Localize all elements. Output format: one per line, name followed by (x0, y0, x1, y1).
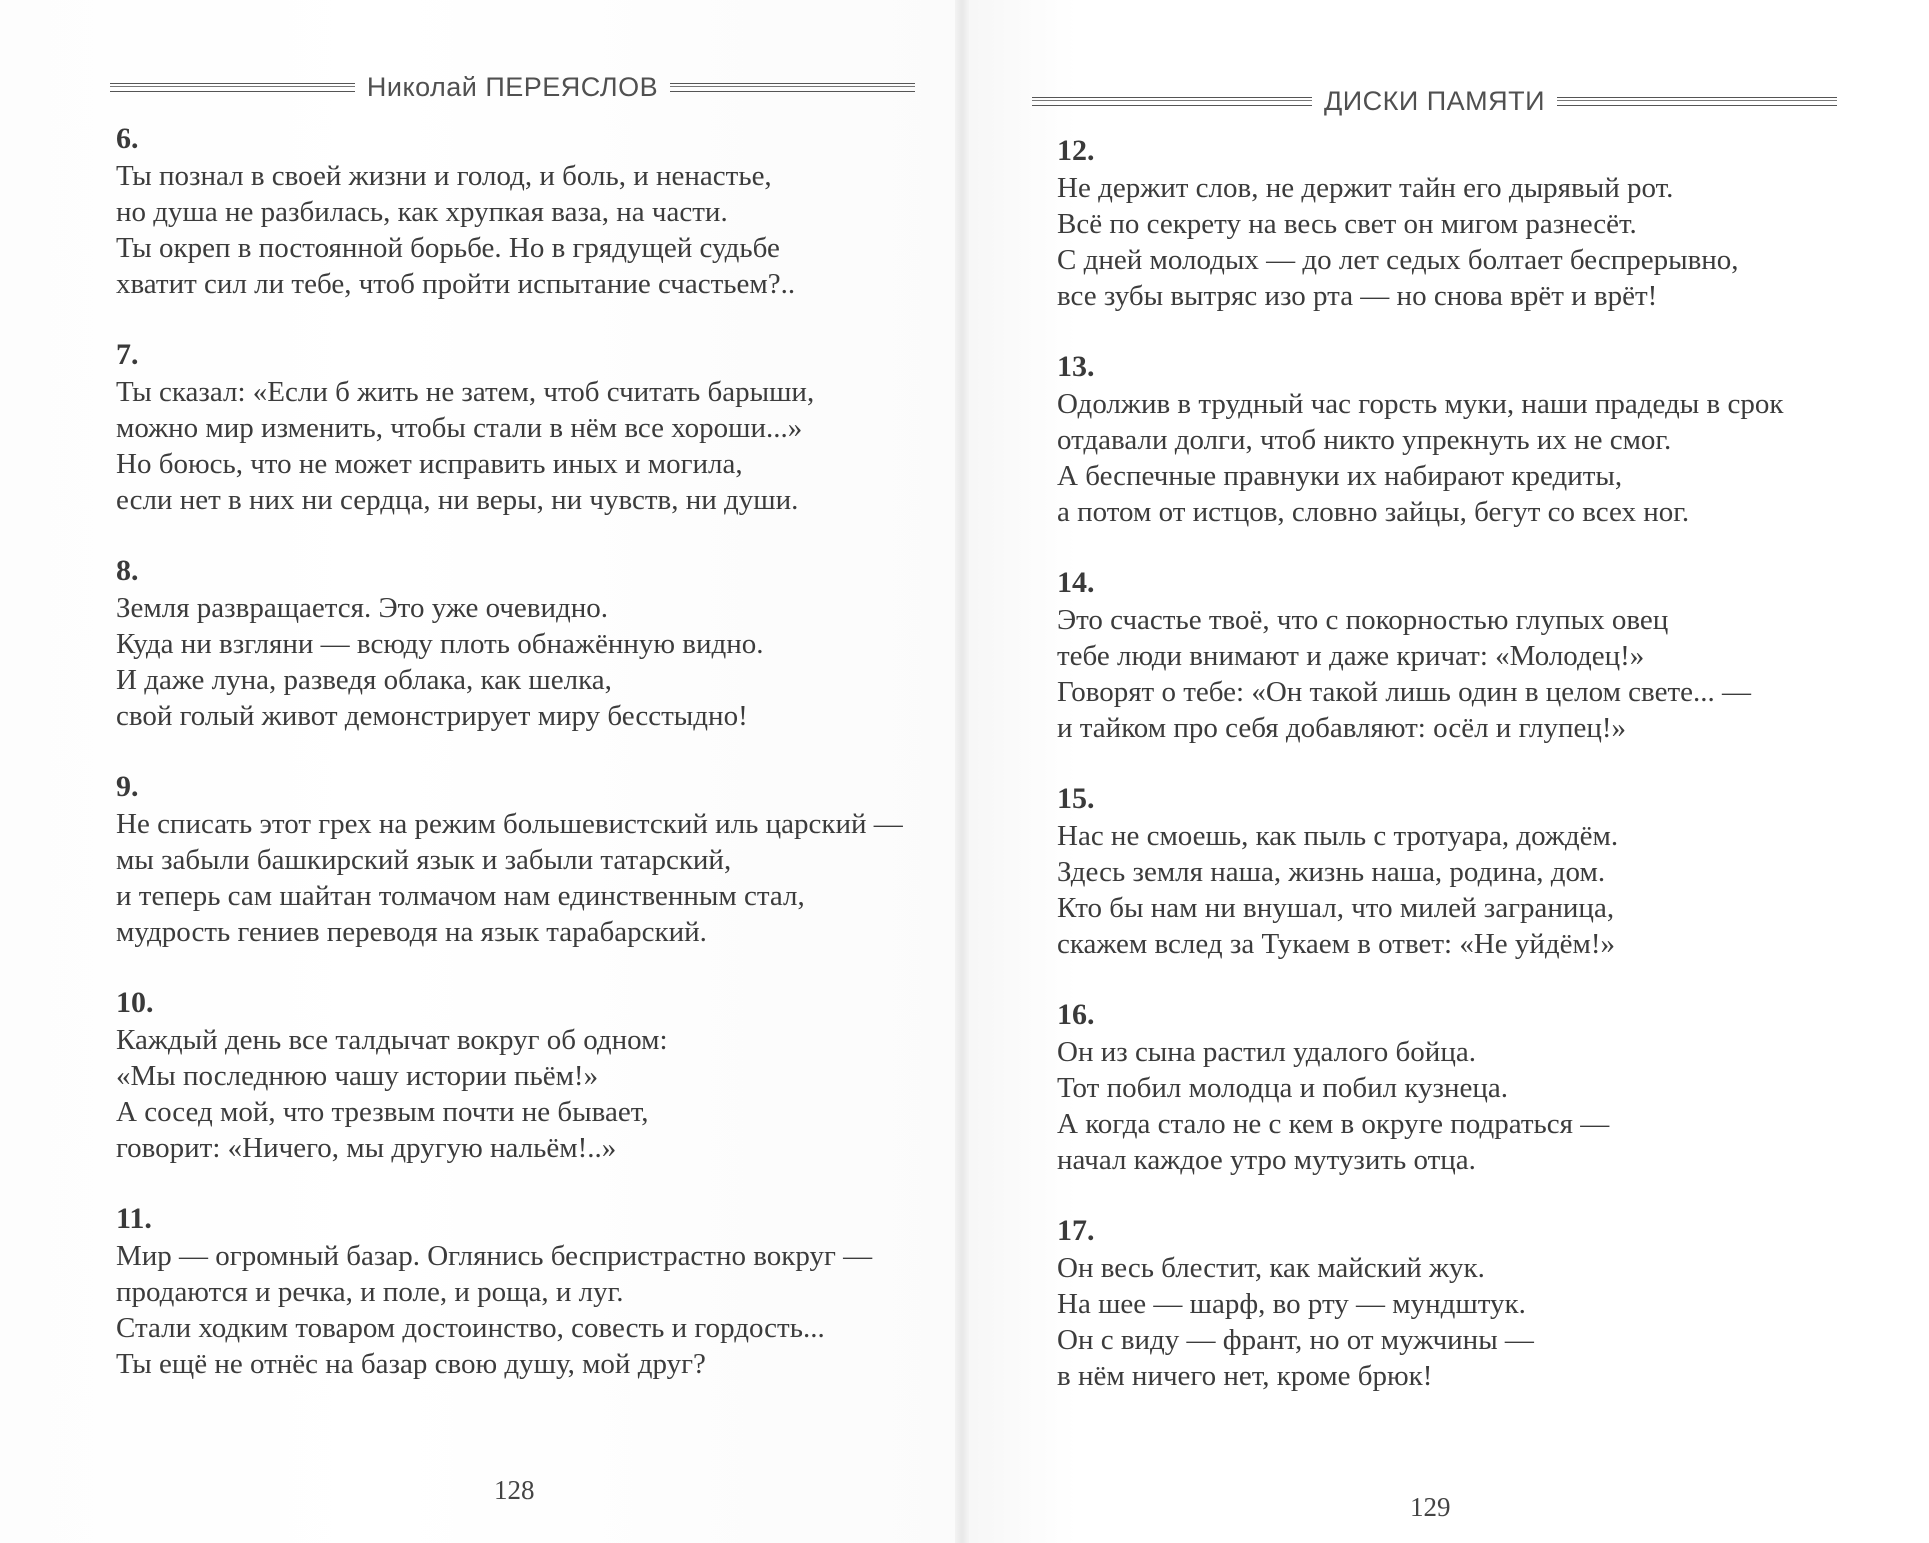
stanza-number: 8. (116, 554, 139, 587)
stanza-line: Ты познал в своей жизни и голод, и боль, и ненастье, (116, 160, 772, 192)
stanza-line: Здесь земля наша, жизнь наша, родина, дом. (1057, 856, 1606, 888)
stanza-line: Мир — огромный базар. Оглянись беспристрастно вокруг — (116, 1240, 873, 1272)
right-page (960, 0, 1929, 1543)
stanza-line: тебе люди внимают и даже кричат: «Молодец!» (1057, 640, 1645, 672)
stanza-line: отдавали долги, чтоб никто упрекнуть их не смог. (1057, 424, 1672, 456)
stanza-number: 7. (116, 338, 139, 371)
stanza-line: А сосед мой, что трезвым почти не бывает, (116, 1096, 649, 1128)
stanza-line: Говорят о тебе: «Он такой лишь один в целом свете... — (1057, 676, 1751, 708)
stanza-16 (1057, 996, 1907, 1178)
stanza-line: Тот побил молодца и побил кузнеца. (1057, 1072, 1509, 1104)
stanza-line: свой голый живот демонстрирует миру бесстыдно! (116, 700, 748, 732)
running-head-right (1032, 86, 1837, 117)
stanza-line: А когда стало не с кем в округе подраться — (1057, 1108, 1610, 1140)
stanza-line: И даже луна, разведя облака, как шелка, (116, 664, 612, 696)
stanza-line: Он весь блестит, как майский жук. (1057, 1252, 1485, 1284)
stanza-number: 9. (116, 770, 139, 803)
stanza-line: хватит сил ли тебе, чтоб пройти испытание счастьем?.. (116, 268, 796, 300)
stanza-number: 16. (1057, 998, 1095, 1031)
stanza-number: 15. (1057, 782, 1095, 815)
stanza-line: Одолжив в трудный час горсть муки, наши прадеды в срок (1057, 388, 1784, 420)
stanza-line: С дней молодых — до лет седых болтает беспрерывно, (1057, 244, 1739, 276)
stanza-line: и тайком про себя добавляют: осёл и глупец!» (1057, 712, 1627, 744)
stanza-14 (1057, 564, 1907, 746)
stanza-number: 6. (116, 122, 139, 155)
stanza-line: «Мы последнюю чашу истории пьём!» (116, 1060, 599, 1092)
stanza-number: 11. (116, 1202, 152, 1235)
stanza-line: а потом от истцов, словно зайцы, бегут со всех ног. (1057, 496, 1690, 528)
stanza-line: На шее — шарф, во рту — мундштук. (1057, 1288, 1526, 1320)
stanza-line: и теперь сам шайтан толмачом нам единственным стал, (116, 880, 805, 912)
running-head-author: Николай ПЕРЕЯСЛОВ (366, 72, 659, 102)
stanza-line: Не держит слов, не держит тайн его дырявый рот. (1057, 172, 1674, 204)
stanza-15 (1057, 780, 1907, 962)
stanza-number: 12. (1057, 134, 1095, 167)
stanza-line: если нет в них ни сердца, ни веры, ни чувств, ни души. (116, 484, 799, 516)
stanza-line: начал каждое утро мутузить отца. (1057, 1144, 1476, 1176)
head-rule-right (670, 83, 915, 92)
stanza-line: Нас не смоешь, как пыль с тротуара, дождём. (1057, 820, 1619, 852)
stanza-line: Не списать этот грех на режим большевистский иль царский — (116, 808, 903, 840)
stanza-line: Ты сказал: «Если б жить не затем, чтоб считать барыши, (116, 376, 815, 408)
left-page (0, 0, 960, 1543)
stanza-line: Он из сына растил удалого бойца. (1057, 1036, 1476, 1068)
head-rule-right (1557, 97, 1837, 106)
head-rule-left (110, 83, 355, 92)
stanza-13 (1057, 348, 1907, 530)
book-gutter (955, 0, 969, 1543)
stanza-line: Ты окреп в постоянной борьбе. Но в грядущей судьбе (116, 232, 780, 264)
stanza-line: продаются и речка, и поле, и роща, и луг. (116, 1276, 624, 1308)
stanza-line: Это счастье твоё, что с покорностью глупых овец (1057, 604, 1669, 636)
stanza-6 (116, 120, 936, 302)
stanza-17 (1057, 1212, 1907, 1394)
stanza-number: 10. (116, 986, 154, 1019)
stanza-line: Кто бы нам ни внушал, что милей заграница, (1057, 892, 1615, 924)
stanza-line: А беспечные правнуки их набирают кредиты, (1057, 460, 1623, 492)
running-head-title: ДИСКИ ПАМЯТИ (1323, 86, 1546, 116)
stanza-line: Ты ещё не отнёс на базар свою душу, мой друг? (116, 1348, 706, 1380)
stanza-number: 13. (1057, 350, 1095, 383)
stanza-8 (116, 552, 936, 734)
stanza-line: Куда ни взгляни — всюду плоть обнажённую видно. (116, 628, 764, 660)
head-rule-left (1032, 97, 1312, 106)
stanza-line: но душа не разбилась, как хрупкая ваза, на части. (116, 196, 728, 228)
stanza-11 (116, 1200, 936, 1382)
stanza-line: Всё по секрету на весь свет он мигом разнесёт. (1057, 208, 1637, 240)
page-number-left: 128 (494, 1475, 535, 1505)
stanza-line: все зубы вытряс изо рта — но снова врёт и врёт! (1057, 280, 1658, 312)
stanza-line: Но боюсь, что не может исправить иных и могила, (116, 448, 743, 480)
stanza-line: говорит: «Ничего, мы другую нальём!..» (116, 1132, 617, 1164)
stanza-line: Он с виду — франт, но от мужчины — (1057, 1324, 1534, 1356)
page-number-right: 129 (1410, 1492, 1451, 1522)
stanza-line: мудрость гениев переводя на язык тарабарский. (116, 916, 707, 948)
stanza-list-left (116, 120, 936, 1416)
stanza-line: можно мир изменить, чтобы стали в нём все хороши...» (116, 412, 803, 444)
stanza-12 (1057, 132, 1907, 314)
stanza-number: 17. (1057, 1214, 1095, 1247)
stanza-line: мы забыли башкирский язык и забыли татарский, (116, 844, 732, 876)
stanza-7 (116, 336, 936, 518)
stanza-9 (116, 768, 936, 950)
stanza-number: 14. (1057, 566, 1095, 599)
stanza-10 (116, 984, 936, 1166)
stanza-line: Земля развращается. Это уже очевидно. (116, 592, 609, 624)
stanza-list-right (1057, 132, 1907, 1428)
stanza-line: в нём ничего нет, кроме брюк! (1057, 1360, 1433, 1392)
stanza-line: скажем вслед за Тукаем в ответ: «Не уйдём!» (1057, 928, 1616, 960)
running-head-left (110, 72, 915, 103)
stanza-line: Каждый день все талдычат вокруг об одном: (116, 1024, 668, 1056)
stanza-line: Стали ходким товаром достоинство, совесть и гордость... (116, 1312, 825, 1344)
